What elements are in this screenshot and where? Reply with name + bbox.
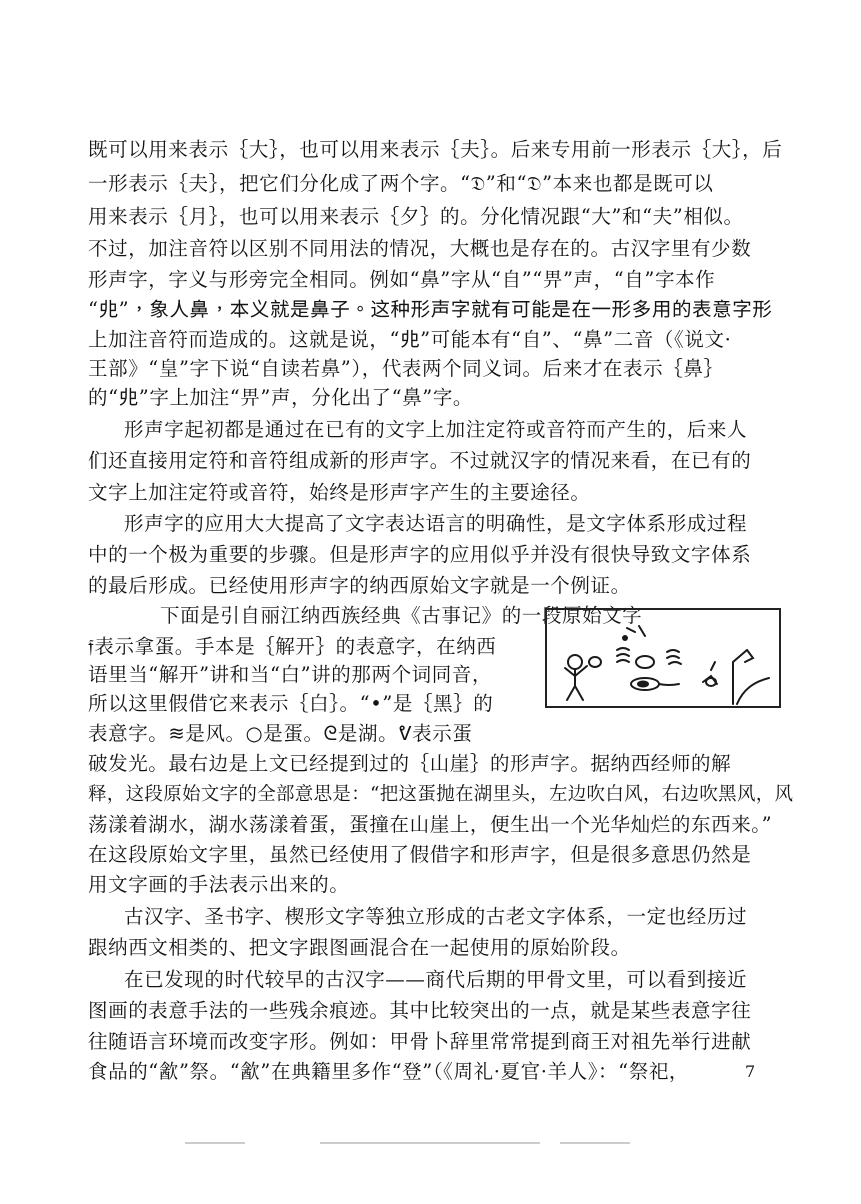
text-line: 释，这段原始文字的全部意思是：“把这蛋抛在湖里头，左边吹白风，右边吹黑风，风 (88, 784, 794, 805)
text-line: 中的一个极为重要的步骤。但是形声字的应用似乎并没有很快导致文字体系 (88, 543, 752, 566)
text-line: 所以这里假借它来表示｛白｝。“•”是｛黑｝的 (88, 692, 494, 715)
naxi-script-figure (545, 608, 781, 708)
text-line: 王部》“皇”字下说“自读若鼻”），代表两个同义词。后来才在表示｛鼻｝ (88, 357, 724, 380)
text-line: 古汉字、圣书字、楔形文字等独立形成的古老文字体系，一定也经历过 (124, 905, 748, 928)
text-line: 文字上加注定符或音符，始终是形声字产生的主要途径。 (88, 481, 591, 504)
scan-artifact (320, 1142, 540, 1144)
text-line: 不过，加注音符以区别不同用法的情况，大概也是存在的。古汉字里有少数 (88, 237, 752, 260)
text-line: “𠑹”，象人鼻，本义就是鼻子。这种形声字就有可能是在一形多用的表意字形 (88, 298, 773, 321)
text-line: 们还直接用定符和音符组成新的形声字。不过就汉字的情况来看，在已有的 (88, 449, 752, 472)
text-line: 在已发现的时代较早的古汉字——商代后期的甲骨文里，可以看到接近 (124, 968, 748, 991)
text-line: 形声字的应用大大提高了文字表达语言的明确性，是文字体系形成过程 (124, 512, 748, 535)
text-line: 食品的“㱃”祭。“㱃”在典籍里多作“登”（《周礼·夏官·羊人》：“祭祀， (88, 1060, 690, 1083)
page-number: 7 (745, 1062, 756, 1081)
naxi-pictograph-drawing (547, 610, 779, 706)
scan-artifact (560, 1142, 630, 1144)
text-line: 用文字画的手法表示出来的。 (88, 873, 350, 896)
text-line: 形声字，字义与形旁完全相同。例如“鼻”字从“自”“畀”声，“自”字本作 (88, 268, 716, 291)
text-line: 破发光。最右边是上文已经提到过的｛山崖｝的形声字。据纳西经师的解 (88, 752, 732, 775)
text-line: 一形表示｛夫｝，把它们分化成了两个字。“𝔇”和“𝔇”本来也都是既可以 (88, 172, 714, 195)
text-line: 既可以用来表示｛大｝，也可以用来表示｛夫｝。后来专用前一形表示｛大｝，后 (88, 138, 783, 161)
text-line: 语里当“解开”讲和当“白”讲的那两个词同音， (88, 663, 493, 686)
text-line: 跟纳西文相类的、把文字跟图画混合在一起使用的原始阶段。 (88, 936, 631, 959)
text-line: 上加注音符而造成的。这就是说，“𠑹”可能本有“自”、“鼻”二音（《说文· (88, 328, 732, 351)
text-line: 𝔣表示拿蛋。手本是｛解开｝的表意字，在纳西 (88, 635, 497, 658)
scan-artifact (185, 1142, 245, 1144)
text-line: 图画的表意手法的一些残余痕迹。其中比较突出的一点，就是某些表意字往 (88, 999, 752, 1022)
text-line: 在这段原始文字里，虽然已经使用了假借字和形声字，但是很多意思仍然是 (88, 843, 752, 866)
text-line: 往随语言环境而改变字形。例如：甲骨卜辞里常常提到商王对祖先举行进献 (88, 1030, 752, 1053)
text-line: 下面是引自丽江纳西族经典《古事记》的一段原始文字 (160, 604, 643, 627)
text-line: 荡漾着湖水，湖水荡漾着蛋，蛋撞在山崖上，便生出一个光华灿烂的东西来。” (88, 813, 773, 836)
text-line: 的“𠑹”字上加注“畀”声，分化出了“鼻”字。 (88, 386, 474, 409)
text-line: 表意字。≋是风。○是蛋。ᘓ是湖。ᕓ表示蛋 (88, 722, 473, 745)
text-line: 用来表示｛月｝，也可以用来表示｛夕｝的。分化情况跟“大”和“夫”相似。 (88, 205, 744, 228)
text-line: 形声字起初都是通过在已有的文字上加注定符或音符而产生的，后来人 (124, 418, 748, 441)
text-line: 的最后形成。已经使用形声字的纳西原始文字就是一个例证。 (88, 574, 631, 597)
